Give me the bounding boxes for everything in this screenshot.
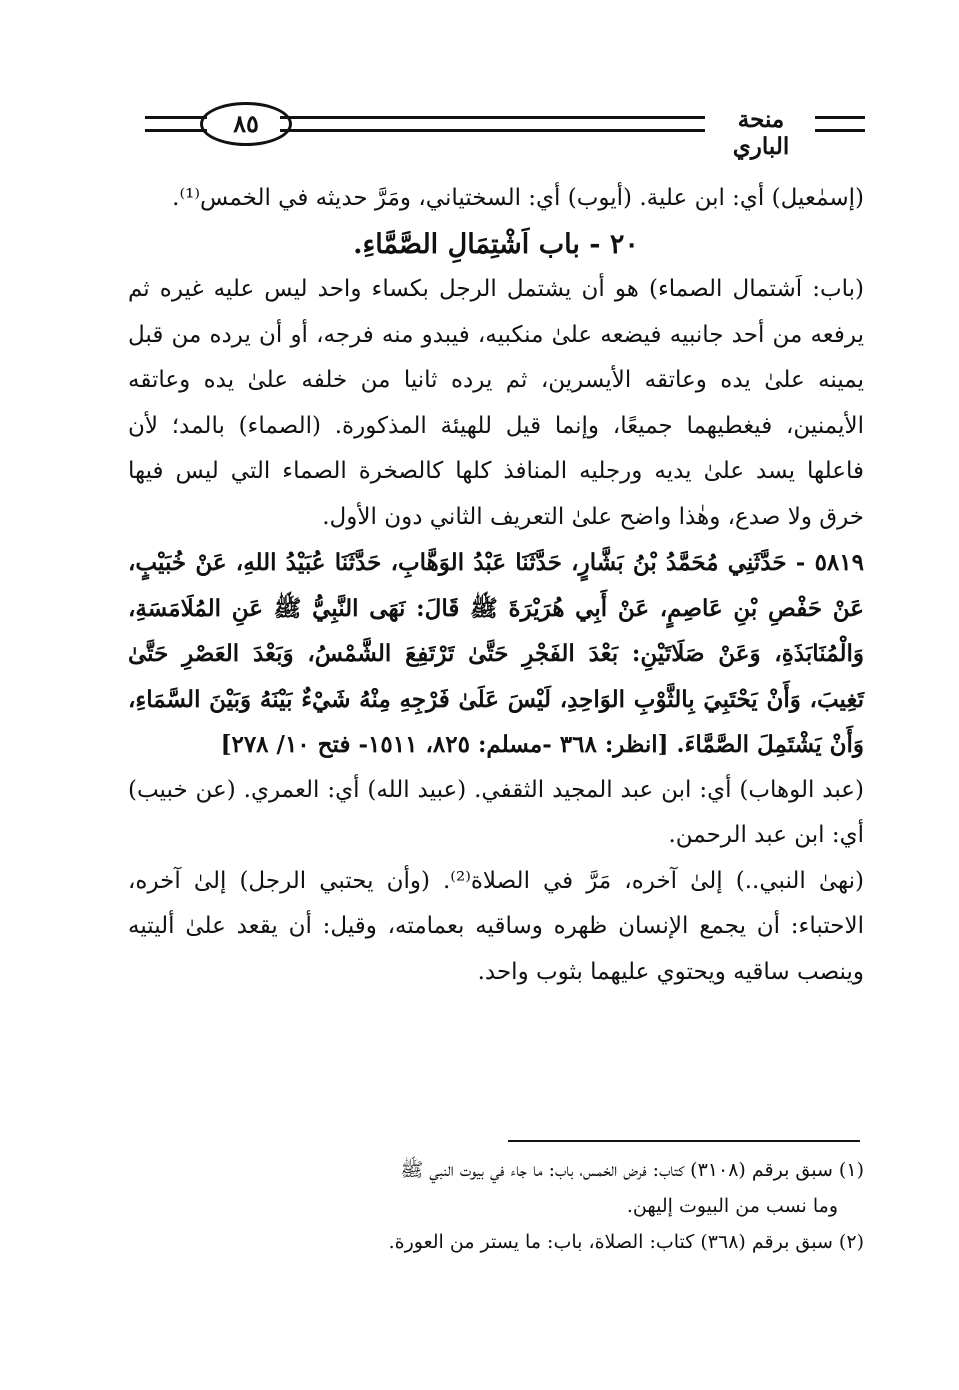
header-rule-left [145, 116, 207, 132]
book-title: منحة الباري [732, 106, 790, 160]
intro-paragraph: (إسمٰعيل) أي: ابن علية. (أيوب) أي: السختياني، ومَرَّ حديثه في الخمس⁽¹⁾. [172, 185, 864, 211]
footnotes [128, 1152, 864, 1260]
hadith-text: ٥٨١٩ - حَدَّثَنِي مُحَمَّدُ بْنُ بَشَّارٍ، حَدَّثَنَا عَبْدُ الوَهَّابِ، حَدَّثَنَا عُبَيْدُ اللهِ، عَنْ خُبَيْبٍ، عَنْ حَفْصِ بْنِ عَاصِمٍ، عَنْ أَبِي هُرَيْرَةَ ﷺ قَالَ: نَهَى النَّبِيُّ ﷺ عَنِ المُلَامَسَةِ، وَالْمُنَابَذَةِ، وَعَنْ صَلَاتَيْنِ: بَعْدَ الفَجْرِ حَتَّىٰ تَرْتَفِعَ الشَّمْسُ، وَبَعْدَ العَصْرِ حَتَّىٰ تَغِيبَ، وَأَنْ يَحْتَبِيَ بِالثَّوْبِ الوَاحِدِ، لَيْسَ عَلَىٰ فَرْجِهِ مِنْهُ شَيْءٌ بَيْنَهُ وَبَيْنَ السَّمَاءِ، وَأَنْ يَشْتَمِلَ الصَّمَّاءَ. [انظر: ٣٦٨ -مسلم: ٨٢٥، ١٥١١- فتح ١٠/ ٢٧٨] [128, 549, 864, 758]
main-text [128, 176, 864, 995]
footnote-divider [508, 1140, 860, 1142]
page-number: ٨٥ [200, 102, 292, 146]
page-header [145, 98, 865, 160]
commentary-paragraph: (عبد الوهاب) أي: ابن عبد المجيد الثقفي. (عبيد الله) أي: العمري. (عن خبيب) أي: ابن عبد الرحمن. [128, 776, 864, 848]
explanation-paragraph: (باب: اَشتمال الصماء) هو أن يشتمل الرجل بكساء واحد ليس عليه غيره ثم يرفعه من أحد جانبيه فيضعه علىٰ منكبيه، فيبدو منه فرجه، أو أن يرده من قبل يمينه علىٰ يده وعاتقه الأيسرين، ثم يرده ثانيا من خلفه علىٰ يده وعاتقه الأيمنين، فيغطيهما جميعًا، وإنما قيل للهيئة المذكورة. (الصماء) بالمد؛ لأن فاعلها يسد علىٰ يديه ورجليه المنافذ كلها كالصخرة الصماء التي ليس فيها خرق ولا صدع، وهٰذا واضح علىٰ التعريف الثاني دون الأول. [128, 276, 864, 530]
header-rule-right [815, 116, 865, 132]
chapter-heading: ٢٠ - باب اَشْتِمَالِ الصَّمَّاءِ. [353, 228, 639, 260]
footnote-1: (١) سبق برقم (٣١٠٨) كتاب: فرض الخمس، باب: ما جاء في بيوت النبي ﷺ [400, 1159, 864, 1181]
commentary-paragraph: (نهىٰ النبي..) إلىٰ آخره، مَرَّ في الصلاة⁽²⁾. (وأن يحتبي الرجل) إلىٰ آخره، الاحتباء: أن يجمع الإنسان ظهره وساقيه بعمامته، وقيل: أن يقعد علىٰ أليتيه وينصب ساقيه ويحتوي عليهما بثوب واحد. [128, 867, 865, 985]
footnote-1-continuation: وما نسب من البيوت إليهن. [626, 1195, 838, 1217]
footnote-2: (٢) سبق برقم (٣٦٨) كتاب: الصلاة، باب: ما يستر من العورة. [388, 1231, 864, 1253]
header-rule-middle [280, 116, 705, 132]
